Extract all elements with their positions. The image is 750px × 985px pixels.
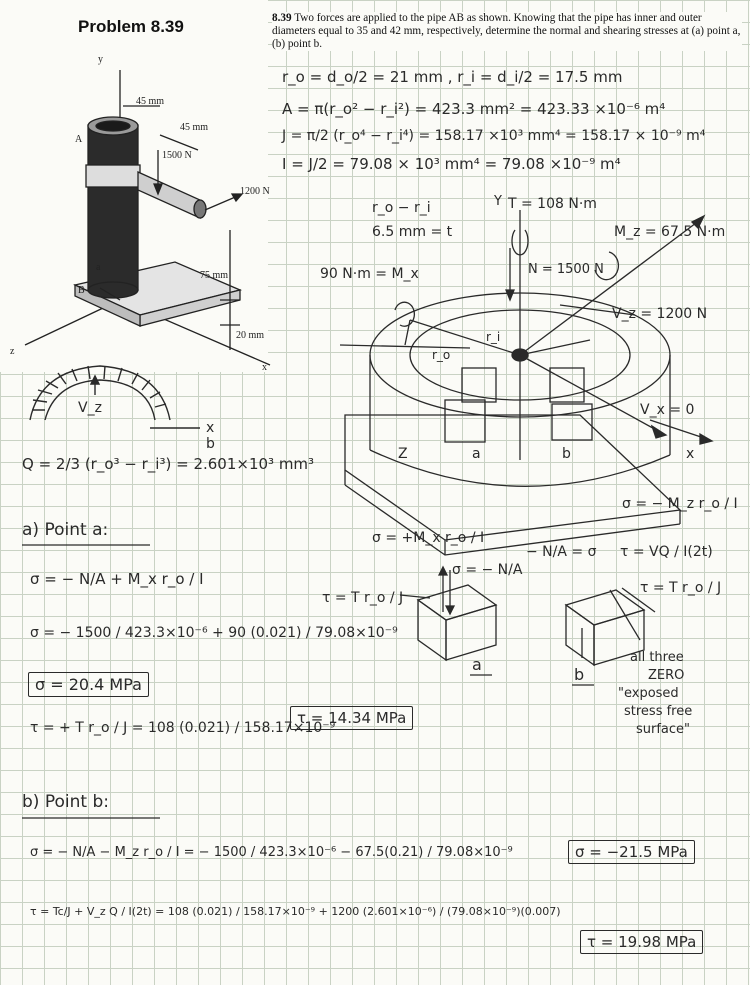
element-b-note-1: all three [630, 650, 684, 665]
force-1500-label: 1500 N [162, 150, 192, 161]
torque-label: T = 108 N·m [508, 196, 597, 212]
point-A-label: A [75, 134, 83, 145]
point-a-label: a [96, 262, 101, 273]
element-b-note-5: surface" [636, 722, 691, 737]
normal-force-label: N = 1500 N [528, 262, 604, 277]
element-b-sigma-zero: − N/A = σ [526, 544, 597, 560]
part-a-sigma-result: σ = 20.4 MPa [28, 672, 149, 697]
thickness-value: 6.5 mm = t [372, 224, 453, 240]
given-J: J = π/2 (r_o⁴ − r_i⁴) = 158.17 ×10³ mm⁴ = 158.17 × 10⁻⁹ m⁴ [282, 128, 706, 144]
sketch-point-b: b [562, 446, 571, 462]
part-a-sigma-sub: σ = − 1500 / 423.3×10⁻⁶ + 90 (0.021) / 79.08×10⁻⁹ [30, 625, 398, 641]
point-B-label: B [78, 285, 85, 296]
element-b-label: b [574, 665, 585, 684]
moment-x-label: 90 N·m = M_x [320, 266, 419, 282]
half-ring-vz: V_z [78, 400, 102, 416]
sketch-point-a: a [472, 446, 481, 462]
part-a-heading: a) Point a: [22, 520, 109, 540]
problem-title: Problem 8.39 [78, 17, 184, 36]
given-I: I = J/2 = 79.08 × 10³ mm⁴ = 79.08 ×10⁻⁹ m⁴ [282, 155, 621, 173]
sketch-z-axis: Z [398, 446, 408, 462]
pipe-figure [25, 70, 270, 365]
thickness-label: r_o − r_i [372, 200, 431, 216]
shear-z-label: V_z = 1200 N [612, 306, 708, 322]
element-a-sigma: σ = +M_x r_o / I [372, 530, 485, 546]
dim-45-side: 45 mm [180, 122, 209, 133]
element-a-label: a [472, 655, 482, 674]
element-b-tau-vq: τ = VQ / I(2t) [620, 544, 713, 560]
force-1200-label: 1200 N [240, 186, 270, 197]
problem-number: 8.39 [272, 12, 292, 24]
element-b-tau-t: τ = T r_o / J [640, 580, 722, 596]
given-radii: r_o = d_o/2 = 21 mm , r_i = d_i/2 = 17.5 mm [282, 68, 623, 86]
part-a-tau-eq: τ = + T r_o / J = 108 (0.021) / 158.17×10⁻⁹ [30, 720, 336, 736]
Q-formula: Q = 2/3 (r_o³ − r_i³) = 2.601×10³ mm³ [22, 455, 315, 473]
part-b-sigma-result: σ = −21.5 MPa [568, 840, 695, 864]
element-b-note-2: ZERO [648, 668, 685, 683]
dim-45-top: 45 mm [136, 96, 165, 107]
moment-z-label: M_z = 67.5 N·m [614, 224, 726, 240]
element-b-note-3: "exposed [618, 686, 679, 701]
axis-y-label: y [98, 54, 103, 65]
part-a-tau-result: τ = 14.34 MPa [290, 706, 413, 730]
element-b-note-4: stress free [624, 704, 693, 719]
shear-x-label: V_x = 0 [640, 402, 695, 418]
sketch-ro: r_o [432, 348, 451, 362]
part-b-sigma-eq: σ = − N/A − M_z r_o / I = − 1500 / 423.3×10⁻⁶ − 67.5(0.21) / 79.08×10⁻⁹ [30, 845, 513, 860]
part-a-sigma-eq: σ = − N/A + M_x r_o / I [30, 570, 204, 588]
sketch-x-axis: x [686, 446, 695, 462]
problem-text: Two forces are applied to the pipe AB as shown. Knowing that the pipe has inner and outer diameters equal to 35 and 42 mm, respectively, determine the normal and shearing stresses at (a) point a, (b) point b. [272, 12, 741, 50]
sketch-ri: r_i [486, 330, 501, 344]
half-ring-x: x [206, 420, 215, 436]
part-b-tau-eq: τ = Tc/J + V_z Q / I(2t) = 108 (0.021) / 158.17×10⁻⁹ + 1200 (2.601×10⁻⁶) / (79.08×10⁻⁹)(0.007) [30, 905, 561, 918]
axis-z-label: z [10, 346, 15, 357]
part-b-heading: b) Point b: [22, 792, 109, 812]
part-b-tau-result: τ = 19.98 MPa [580, 930, 703, 954]
element-a-tau: τ = T r_o / J [322, 590, 404, 606]
axis-x-label: x [262, 362, 267, 373]
dim-75-label: 75 mm [200, 270, 229, 281]
given-area: A = π(r_o² − r_i²) = 423.3 mm² = 423.33 ×10⁻⁶ m⁴ [282, 100, 666, 118]
half-ring-sketch [30, 366, 200, 428]
half-ring-b: b [206, 436, 215, 452]
y-axis-label: Y [494, 194, 502, 209]
element-cubes [400, 567, 655, 665]
dim-20-label: 20 mm [236, 330, 265, 341]
element-a-sigma-n: σ = − N/A [452, 562, 523, 578]
element-b-sigma-mz: σ = − M_z r_o / I [622, 496, 738, 512]
